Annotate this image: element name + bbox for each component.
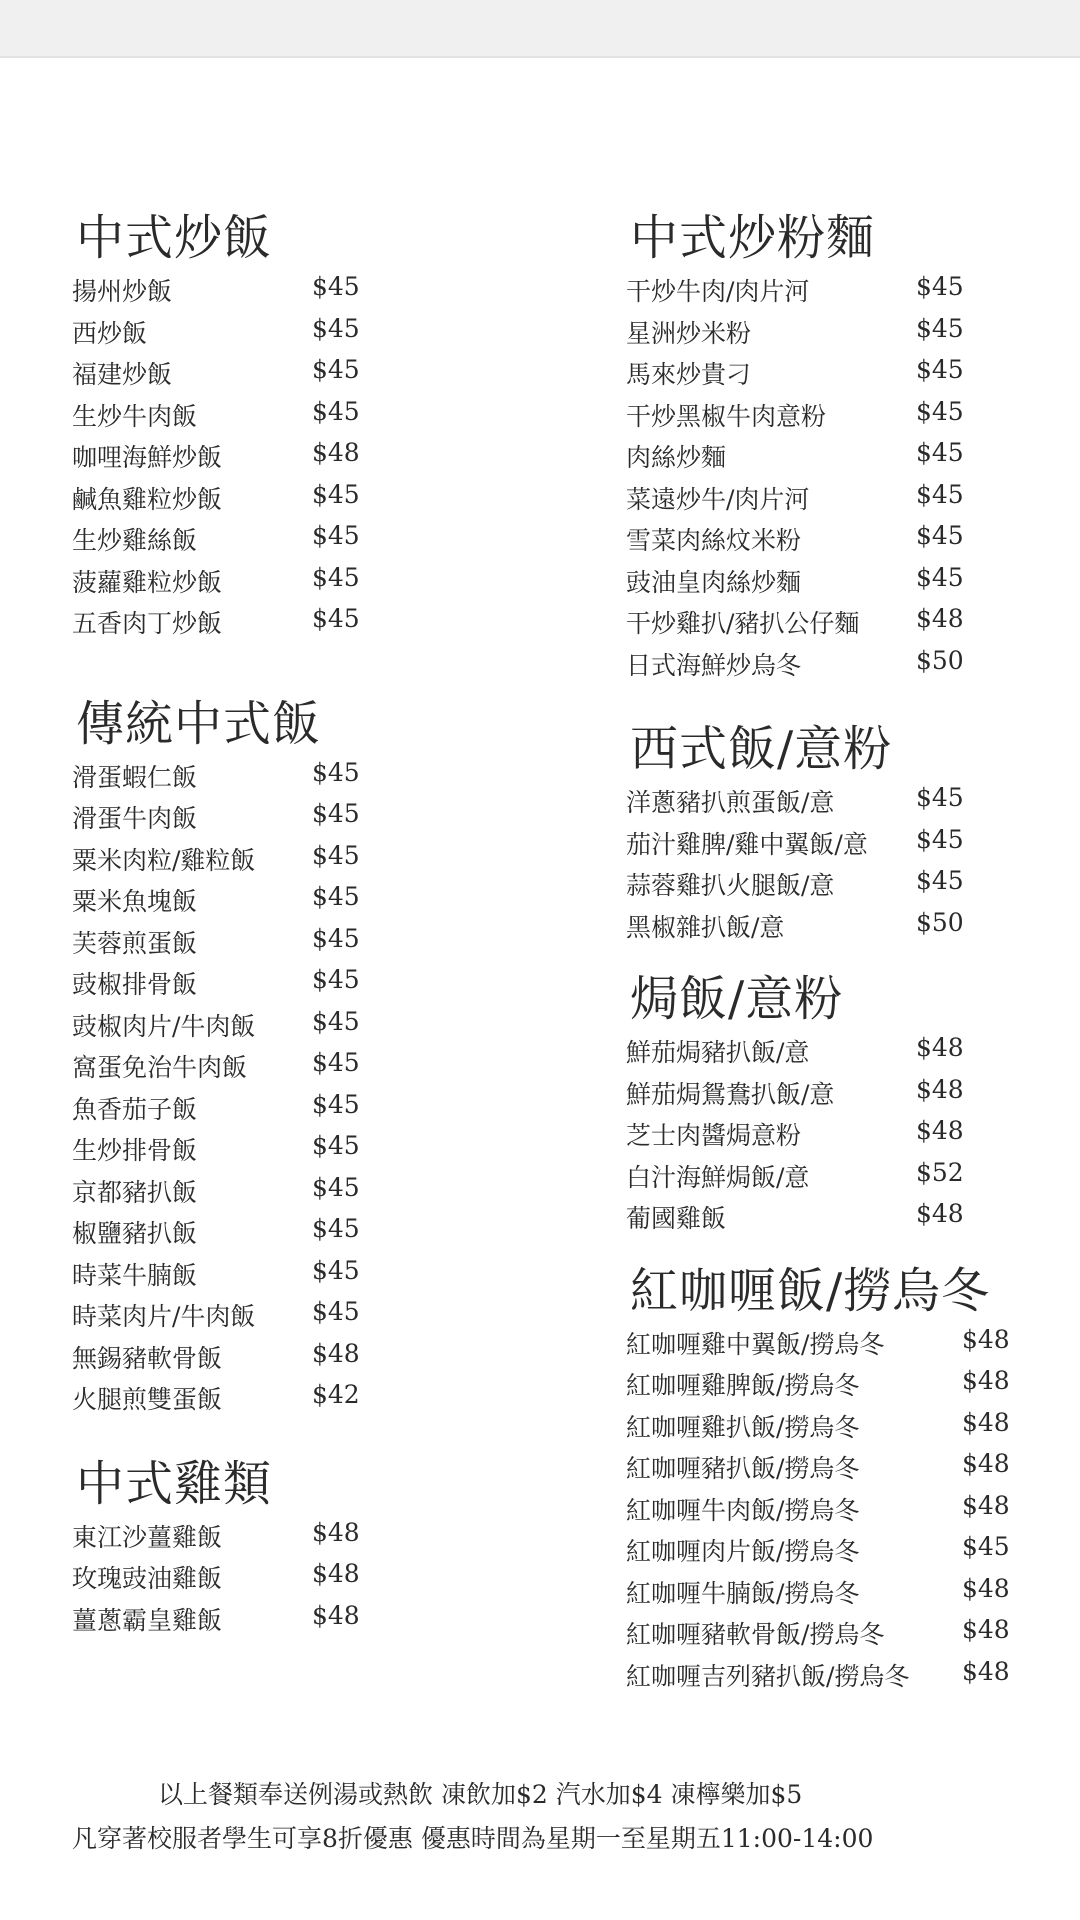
menu-item-name: 紅咖喱肉片飯/撈烏冬 — [626, 1537, 860, 1566]
menu-item-price: $48 — [962, 1407, 1010, 1437]
menu-item — [626, 521, 1056, 563]
item-list — [626, 1325, 1056, 1699]
menu-item-name: 五香肉丁炒飯 — [72, 609, 223, 638]
section-chinese-fried-noodles — [626, 210, 1056, 687]
menu-item — [72, 799, 512, 841]
menu-item — [626, 825, 1056, 867]
menu-item — [72, 438, 512, 480]
menu-item — [626, 355, 1056, 397]
menu-item — [626, 1657, 1056, 1699]
section-traditional-chinese-rice — [72, 696, 512, 1422]
menu-item — [72, 1339, 512, 1381]
footer-line-2: 凡穿著校服者學生可享8折優惠 優惠時間為星期一至星期五11:00-14:00 — [72, 1824, 874, 1853]
menu-item-price: $45 — [312, 272, 360, 301]
menu-item — [72, 1518, 512, 1560]
menu-item-price: $45 — [312, 840, 360, 870]
menu-item-price: $45 — [312, 604, 360, 633]
menu-item-name: 揚州炒飯 — [72, 277, 173, 306]
menu-item-price: $45 — [962, 1532, 1010, 1561]
menu-item — [72, 1007, 512, 1049]
menu-item-name: 生炒雞絲飯 — [72, 526, 198, 555]
menu-item — [72, 521, 512, 563]
menu-item — [626, 1116, 1056, 1158]
item-list — [72, 1518, 512, 1643]
menu-item-name: 椒鹽豬扒飯 — [72, 1219, 198, 1248]
menu-item — [626, 1491, 1056, 1533]
menu-item-name: 滑蛋蝦仁飯 — [72, 762, 198, 792]
menu-item — [626, 314, 1056, 356]
menu-item-price: $50 — [916, 907, 964, 937]
menu-item-price: $45 — [312, 562, 360, 592]
top-bar — [0, 0, 1080, 58]
menu-item-name: 豉椒肉片/牛肉飯 — [72, 1011, 256, 1041]
menu-item — [72, 1131, 512, 1173]
menu-item-price: $48 — [916, 1074, 964, 1104]
menu-item-name: 咖哩海鮮炒飯 — [72, 443, 223, 472]
menu-item — [72, 1173, 512, 1215]
footer-line-1: 以上餐類奉送例湯或熱飲 凍飲加$2 汽水加$4 凍檸樂加$5 — [158, 1780, 803, 1809]
menu-item-price: $42 — [312, 1380, 360, 1409]
menu-item-price: $45 — [916, 783, 964, 812]
menu-item-name: 芝士肉醬焗意粉 — [626, 1121, 802, 1150]
menu-item — [72, 882, 512, 924]
menu-item-name: 紅咖喱雞中翼飯/撈烏冬 — [626, 1329, 885, 1359]
menu-item — [72, 841, 512, 883]
menu-item-name: 黑椒雜扒飯/意 — [626, 912, 785, 942]
menu-item-name: 葡國雞飯 — [626, 1204, 727, 1233]
menu-item-name: 芙蓉煎蛋飯 — [72, 928, 198, 958]
menu-item — [626, 1615, 1056, 1657]
menu-item-price: $45 — [312, 923, 360, 953]
section-baked-rice-pasta — [626, 971, 1056, 1241]
section-title: 中式雞類 — [76, 1455, 273, 1512]
menu-item-name: 豉椒排骨飯 — [72, 970, 198, 999]
menu-item-name: 雪菜肉絲炆米粉 — [626, 526, 802, 555]
menu-item — [626, 1199, 1056, 1241]
menu-item — [72, 924, 512, 966]
menu-item — [72, 480, 512, 522]
menu-item-name: 豉油皇肉絲炒麵 — [626, 567, 802, 597]
menu-item-price: $48 — [312, 1600, 360, 1630]
section-title: 中式炒飯 — [76, 210, 273, 266]
menu-item-price: $50 — [916, 645, 964, 675]
menu-item-name: 京都豬扒飯 — [72, 1177, 198, 1207]
menu-item-price: $48 — [312, 438, 360, 467]
menu-item — [72, 965, 512, 1007]
menu-item-price: $45 — [916, 355, 964, 384]
menu-item — [626, 1158, 1056, 1200]
menu-item-name: 日式海鮮炒烏冬 — [626, 650, 802, 680]
menu-item-price: $45 — [312, 799, 360, 828]
menu-item-price: $45 — [916, 521, 964, 550]
menu-item-price: $45 — [312, 1006, 360, 1036]
menu-item-price: $45 — [312, 396, 360, 426]
menu-item-name: 時菜牛腩飯 — [72, 1260, 198, 1290]
menu-item — [626, 397, 1056, 439]
section-title: 紅咖喱飯/撈烏冬 — [630, 1262, 991, 1319]
section-chinese-fried-rice — [72, 210, 512, 646]
item-list — [626, 783, 1056, 949]
menu-item — [626, 646, 1056, 688]
menu-item — [626, 1408, 1056, 1450]
menu-item-name: 窩蛋免治牛肉飯 — [72, 1053, 248, 1082]
menu-item-name: 馬來炒貴刁 — [626, 360, 752, 389]
menu-item-price: $48 — [312, 1559, 360, 1588]
item-list — [626, 272, 1056, 687]
menu-item-name: 菠蘿雞粒炒飯 — [72, 567, 223, 597]
menu-item-name: 紅咖喱雞脾飯/撈烏冬 — [626, 1371, 860, 1400]
menu-item-name: 蒜蓉雞扒火腿飯/意 — [626, 871, 835, 900]
menu-item-name: 紅咖喱雞扒飯/撈烏冬 — [626, 1412, 860, 1442]
menu-item — [626, 783, 1056, 825]
menu-item — [626, 1075, 1056, 1117]
menu-item-price: $45 — [916, 396, 964, 426]
menu-item-name: 干炒雞扒/豬扒公仔麵 — [626, 609, 860, 638]
menu-item-price: $48 — [962, 1366, 1010, 1395]
menu-item — [626, 272, 1056, 314]
menu-item — [626, 866, 1056, 908]
menu-item-price: $45 — [312, 1172, 360, 1202]
section-title: 焗飯/意粉 — [630, 971, 844, 1027]
menu-item-price: $48 — [312, 1517, 360, 1547]
menu-item-name: 生炒牛肉飯 — [72, 401, 198, 431]
menu-item-price: $45 — [312, 1089, 360, 1119]
menu-item-name: 鮮茄焗鴛鴦扒飯/意 — [626, 1079, 835, 1109]
menu-item-name: 粟米肉粒/雞粒飯 — [72, 845, 256, 875]
menu-item-price: $48 — [962, 1490, 1010, 1520]
menu-item-price: $45 — [916, 866, 964, 895]
menu-item-price: $45 — [916, 313, 964, 343]
menu-item-price: $45 — [312, 355, 360, 384]
section-western-rice-pasta — [626, 721, 1056, 949]
menu-item-price: $45 — [312, 757, 360, 787]
menu-item-price: $48 — [962, 1324, 1010, 1354]
menu-item — [626, 1574, 1056, 1616]
menu-item — [72, 1256, 512, 1298]
menu-item — [72, 1090, 512, 1132]
menu-item-price: $48 — [962, 1449, 1010, 1478]
menu-item-name: 紅咖喱豬軟骨飯/撈烏冬 — [626, 1620, 885, 1649]
menu-item-price: $45 — [312, 1214, 360, 1243]
item-list — [72, 272, 512, 646]
menu-item-name: 無錫豬軟骨飯 — [72, 1343, 223, 1373]
menu-item-name: 火腿煎雙蛋飯 — [72, 1385, 223, 1414]
menu-item — [72, 272, 512, 314]
menu-item-name: 玫瑰豉油雞飯 — [72, 1564, 223, 1593]
menu-item-name: 紅咖喱吉列豬扒飯/撈烏冬 — [626, 1661, 910, 1691]
menu-item — [72, 1214, 512, 1256]
menu-item-name: 滑蛋牛肉飯 — [72, 804, 198, 833]
menu-item-price: $45 — [916, 438, 964, 467]
menu-item — [626, 563, 1056, 605]
section-chinese-chicken — [72, 1456, 512, 1643]
menu-item-name: 菜遠炒牛/肉片河 — [626, 484, 810, 514]
menu-item-price: $45 — [312, 882, 360, 911]
section-title: 中式炒粉麵 — [630, 210, 876, 266]
menu-item-price: $45 — [916, 824, 964, 854]
section-red-curry — [626, 1263, 1056, 1699]
menu-item-name: 紅咖喱牛腩飯/撈烏冬 — [626, 1578, 860, 1608]
menu-item-price: $45 — [312, 1255, 360, 1285]
menu-item-name: 茄汁雞脾/雞中翼飯/意 — [626, 829, 868, 859]
menu-item-price: $45 — [312, 479, 360, 509]
menu-item-price: $45 — [312, 1131, 360, 1160]
menu-item-price: $48 — [312, 1338, 360, 1368]
item-list — [72, 758, 512, 1422]
section-title: 西式飯/意粉 — [630, 721, 893, 777]
menu-item — [626, 604, 1056, 646]
menu-item-price: $45 — [312, 965, 360, 994]
menu-item — [626, 1366, 1056, 1408]
menu-item-price: $48 — [916, 604, 964, 633]
menu-item-price: $48 — [962, 1615, 1010, 1644]
menu-item-price: $45 — [312, 313, 360, 343]
menu-item-name: 西炒飯 — [72, 318, 148, 348]
menu-item-name: 紅咖喱豬扒飯/撈烏冬 — [626, 1454, 860, 1483]
menu-item-name: 紅咖喱牛肉飯/撈烏冬 — [626, 1495, 860, 1525]
menu-item — [626, 480, 1056, 522]
menu-item — [626, 1033, 1056, 1075]
menu-item — [72, 604, 512, 646]
menu-item-price: $48 — [916, 1199, 964, 1228]
menu-item-price: $48 — [962, 1656, 1010, 1686]
menu-item-price: $48 — [916, 1033, 964, 1062]
menu-item-name: 白汁海鮮焗飯/意 — [626, 1162, 810, 1192]
menu-item — [72, 1559, 512, 1601]
menu-item-price: $45 — [312, 521, 360, 550]
menu-item-price: $45 — [312, 1048, 360, 1077]
menu-item — [626, 1325, 1056, 1367]
menu-item — [626, 908, 1056, 950]
menu-item-name: 星洲炒米粉 — [626, 318, 752, 348]
menu-item-name: 魚香茄子飯 — [72, 1094, 198, 1124]
menu-item-name: 干炒牛肉/肉片河 — [626, 277, 810, 306]
menu-item-name: 肉絲炒麵 — [626, 443, 727, 472]
menu-item — [72, 1601, 512, 1643]
menu-item-name: 洋蔥豬扒煎蛋飯/意 — [626, 788, 835, 817]
menu-item — [72, 1380, 512, 1422]
item-list — [626, 1033, 1056, 1241]
menu-item-price: $45 — [916, 479, 964, 509]
menu-item — [626, 1532, 1056, 1574]
menu-item — [626, 438, 1056, 480]
menu-item-name: 東江沙薑雞飯 — [72, 1522, 223, 1552]
menu-item-name: 粟米魚塊飯 — [72, 887, 198, 916]
section-title: 傳統中式飯 — [76, 695, 322, 752]
menu-item-price: $45 — [916, 272, 964, 301]
menu-item-name: 時菜肉片/牛肉飯 — [72, 1302, 256, 1331]
menu-item-name: 干炒黑椒牛肉意粉 — [626, 401, 827, 431]
menu-item — [72, 1048, 512, 1090]
menu-item-price: $48 — [916, 1116, 964, 1145]
menu-item-name: 生炒排骨飯 — [72, 1136, 198, 1165]
menu-item — [626, 1449, 1056, 1491]
menu-item-name: 鹹魚雞粒炒飯 — [72, 484, 223, 514]
menu-item — [72, 758, 512, 800]
menu-item — [72, 1297, 512, 1339]
menu-item — [72, 355, 512, 397]
left-menu-column — [72, 210, 512, 1642]
menu-item — [72, 563, 512, 605]
menu-item-price: $45 — [312, 1297, 360, 1326]
menu-item-name: 鮮茄焗豬扒飯/意 — [626, 1038, 810, 1067]
menu-item-price: $45 — [916, 562, 964, 592]
menu-item — [72, 314, 512, 356]
menu-item-name: 薑蔥霸皇雞飯 — [72, 1605, 223, 1635]
menu-item-price: $48 — [962, 1573, 1010, 1603]
menu-item — [72, 397, 512, 439]
menu-item-price: $52 — [916, 1157, 964, 1187]
menu-item-name: 福建炒飯 — [72, 360, 173, 389]
right-menu-column — [626, 210, 1056, 1698]
